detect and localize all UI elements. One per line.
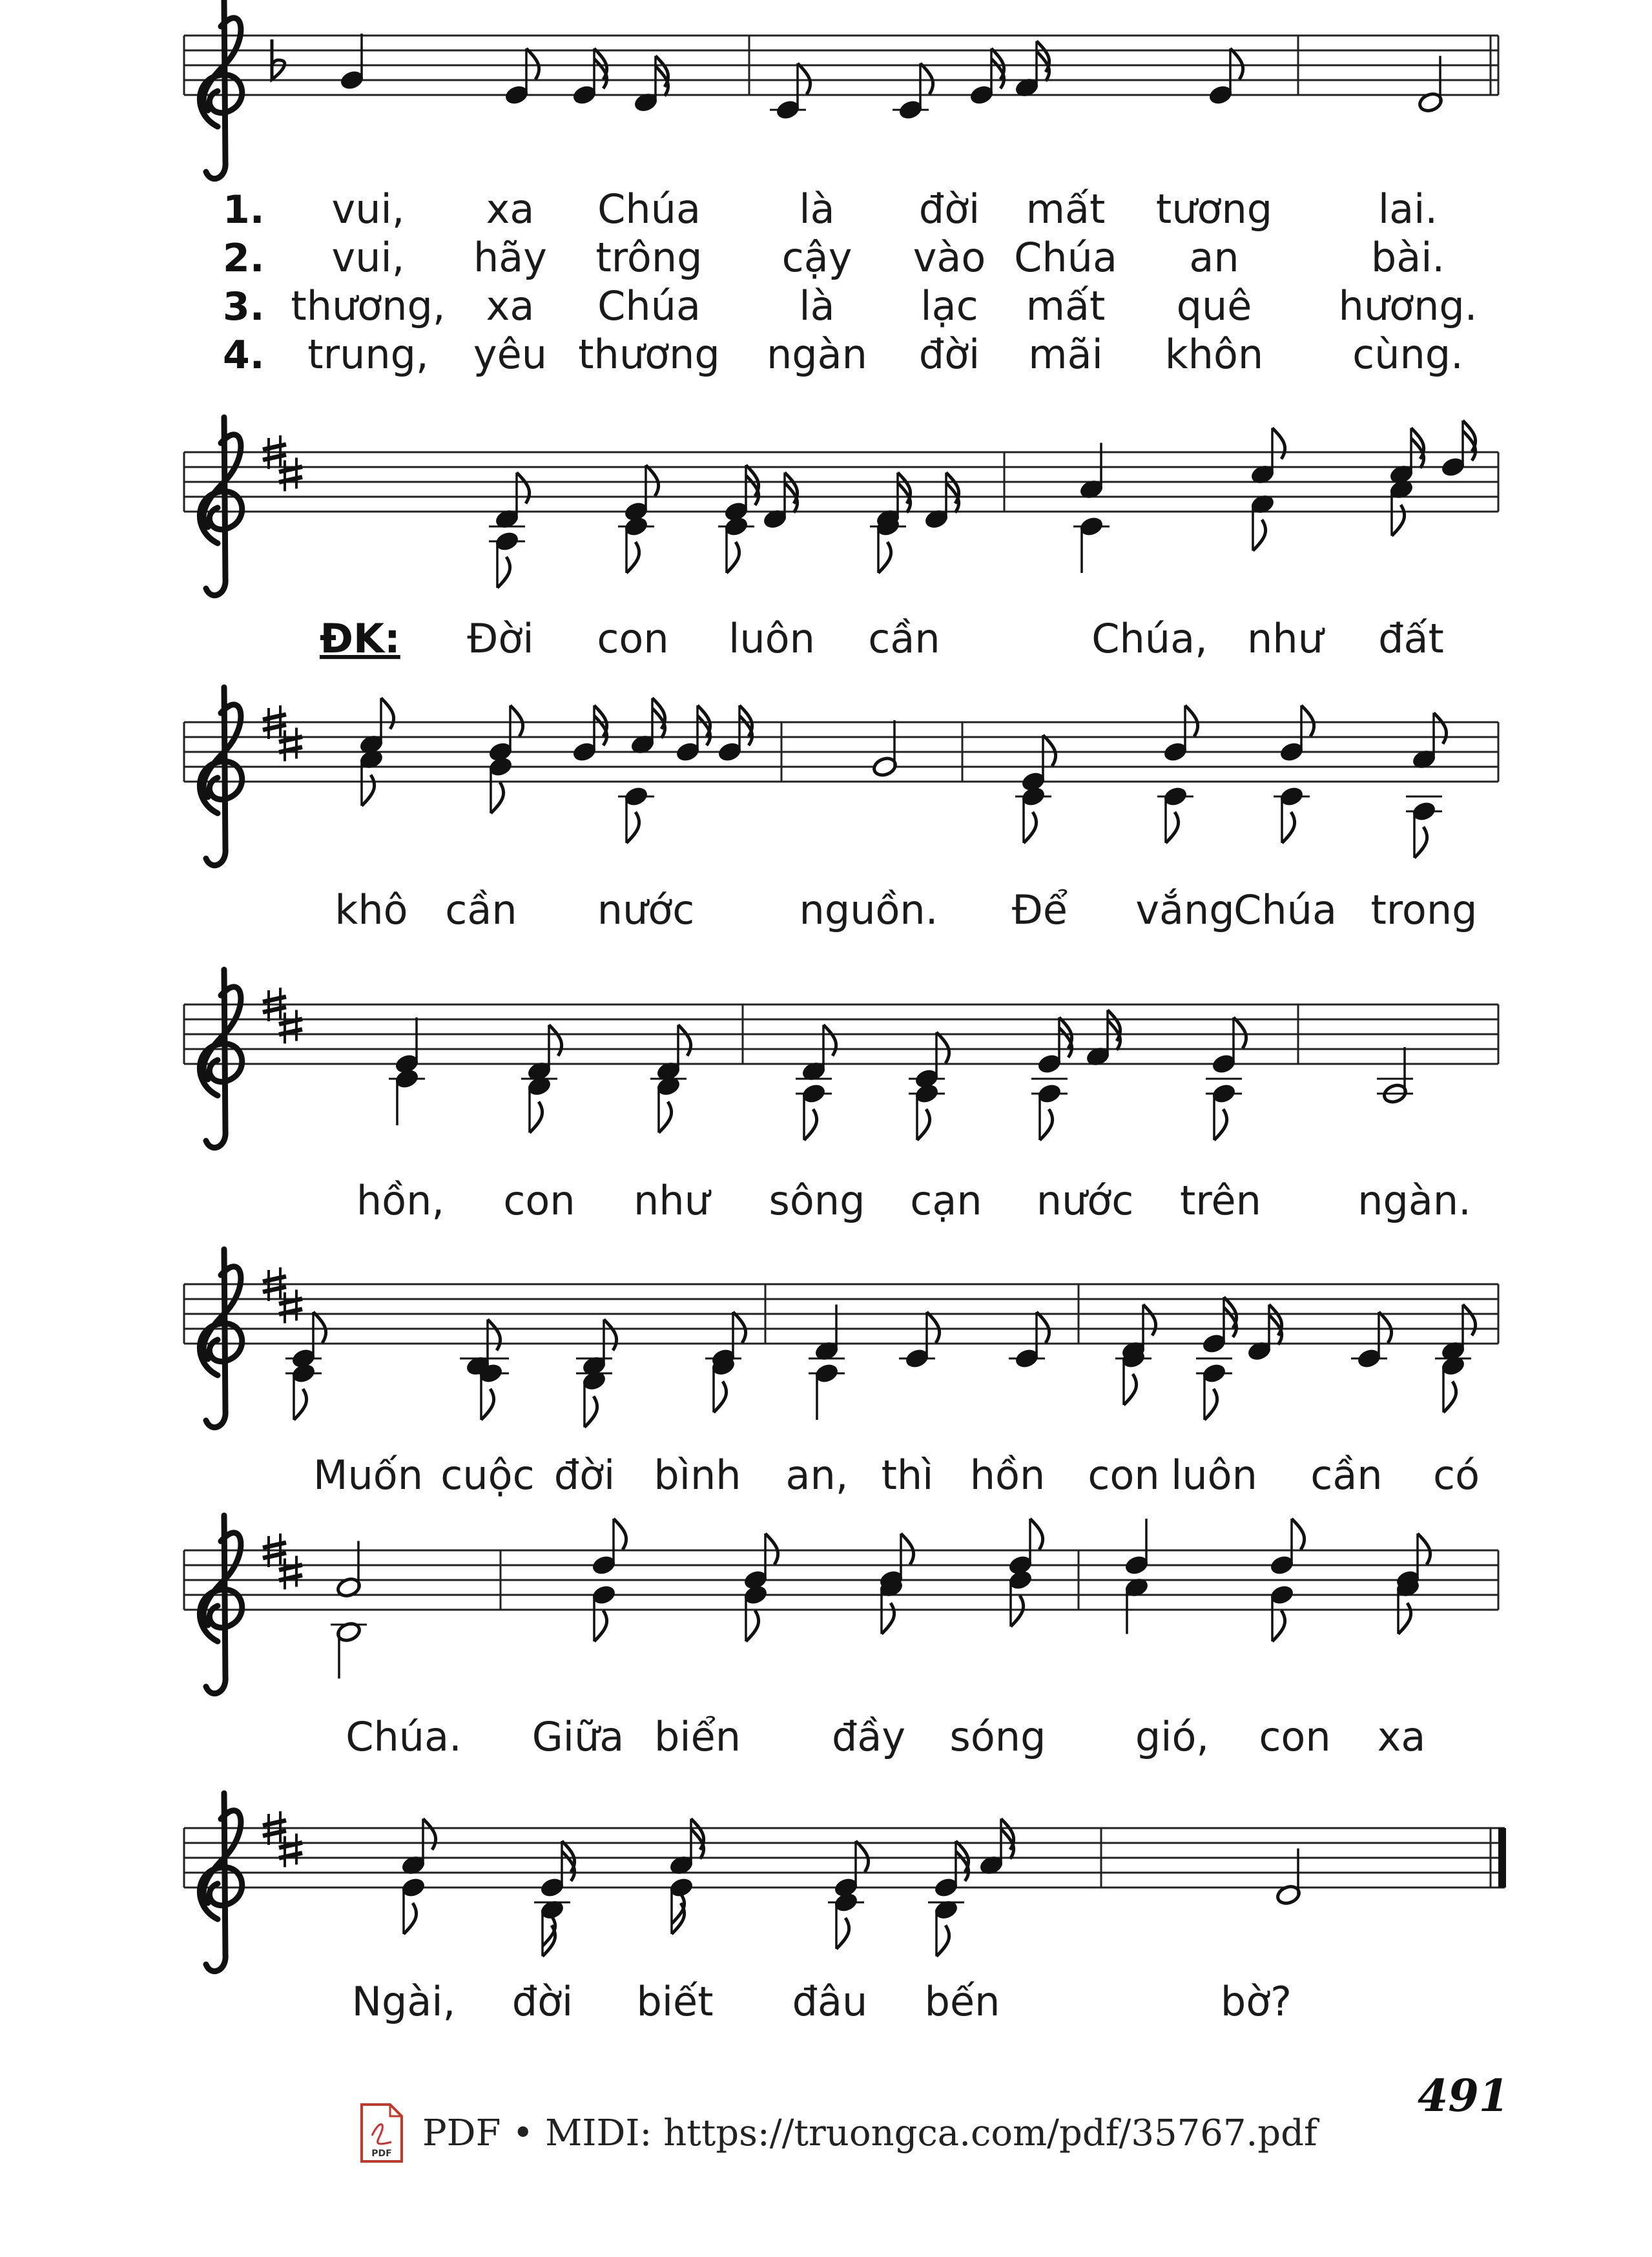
note-flag bbox=[526, 48, 539, 79]
final-barline bbox=[1498, 1828, 1506, 1888]
lyric-word: an, bbox=[785, 1451, 849, 1499]
staff-system-7 bbox=[184, 1793, 1506, 1971]
note-flag bbox=[362, 775, 375, 806]
lyric-word: đời bbox=[553, 1451, 615, 1499]
lyric-word: con bbox=[597, 615, 669, 662]
note-flag bbox=[746, 1610, 759, 1641]
note-flag bbox=[936, 1926, 949, 1957]
lyric-word: lai. bbox=[1378, 185, 1438, 233]
lyric-word: bến bbox=[924, 1978, 1000, 2025]
verse-number: 3. bbox=[223, 284, 265, 329]
lyric-word: hãy bbox=[473, 234, 547, 281]
treble-clef-icon bbox=[200, 970, 242, 1148]
note-flag bbox=[1434, 713, 1447, 744]
note-flag bbox=[927, 1312, 940, 1343]
lyric-word: yêu bbox=[473, 331, 548, 378]
sharp-sign-icon bbox=[279, 1010, 302, 1044]
note-flag bbox=[920, 63, 933, 94]
lyric-word: con bbox=[1259, 1713, 1331, 1760]
lyric-word: ngàn. bbox=[1358, 1177, 1471, 1224]
note-flag bbox=[1463, 1305, 1476, 1336]
verse-lyrics bbox=[223, 185, 1477, 378]
note-flag bbox=[1392, 505, 1405, 536]
lyric-word: khôn bbox=[1164, 331, 1264, 378]
treble-clef-icon bbox=[200, 1793, 242, 1971]
treble-clef-icon bbox=[200, 687, 242, 866]
note-flag bbox=[727, 542, 739, 573]
lyric-word: xa bbox=[486, 282, 535, 329]
lyric-word: Chúa bbox=[597, 185, 701, 233]
lyric-word: sông bbox=[769, 1177, 865, 1224]
note-flag bbox=[836, 1918, 849, 1949]
lyric-word: biển bbox=[654, 1713, 741, 1760]
lyric-word: mất bbox=[1026, 282, 1106, 329]
lyric-word: nước bbox=[597, 886, 695, 933]
staff-system-3 bbox=[184, 687, 1498, 866]
lyric-word: nước bbox=[1036, 1177, 1134, 1224]
note-flag bbox=[1301, 705, 1314, 736]
lyric-word: vắng bbox=[1135, 886, 1235, 933]
pdf-file-icon bbox=[359, 2102, 404, 2164]
lyric-word: đời bbox=[511, 1978, 573, 2025]
lyric-word: trên bbox=[1180, 1177, 1261, 1224]
lyric-word: bài. bbox=[1370, 234, 1445, 281]
lyric-word: cậy bbox=[781, 234, 852, 281]
lyric-word: thì bbox=[881, 1451, 934, 1499]
sharp-sign-icon bbox=[279, 1834, 302, 1867]
lyric-word: lạc bbox=[920, 282, 978, 329]
note-flag bbox=[765, 1534, 778, 1565]
lyric-word: đất bbox=[1378, 615, 1444, 662]
lyric-word: quê bbox=[1176, 282, 1252, 329]
lyric-word: gió, bbox=[1135, 1713, 1210, 1760]
note-flag bbox=[917, 1109, 930, 1140]
note-flag bbox=[1124, 1374, 1137, 1405]
staff-system-2 bbox=[184, 417, 1498, 596]
lyric-word: hương. bbox=[1338, 282, 1478, 329]
lyric-word: Chúa bbox=[1014, 234, 1117, 281]
lyric-word: đầy bbox=[831, 1713, 906, 1760]
note-flag bbox=[294, 1389, 307, 1420]
verse-number: 2. bbox=[223, 236, 265, 281]
staff-system-1 bbox=[184, 1, 1498, 179]
lyric-word: mất bbox=[1026, 185, 1106, 233]
note-flag bbox=[1230, 48, 1243, 79]
note-flag bbox=[497, 557, 510, 588]
note-flag bbox=[626, 812, 639, 843]
lyric-word: cuộc bbox=[440, 1451, 535, 1499]
lyric-word: cần bbox=[868, 615, 940, 662]
refrain-label: ĐK: bbox=[320, 615, 400, 662]
note-flag bbox=[423, 1819, 436, 1850]
note-flag bbox=[659, 1102, 672, 1133]
note-flag bbox=[733, 1312, 746, 1343]
note-flag bbox=[1040, 1109, 1053, 1140]
lyric-word: sóng bbox=[949, 1713, 1046, 1760]
lyric-word: vào bbox=[913, 234, 986, 281]
note-flag bbox=[1185, 705, 1198, 736]
treble-clef-icon bbox=[200, 1249, 242, 1428]
lyric-word: cần bbox=[1310, 1451, 1383, 1499]
lyric-word: Giữa bbox=[532, 1713, 625, 1760]
verse-number: 4. bbox=[223, 333, 265, 378]
lyric-word: Chúa bbox=[1234, 886, 1337, 933]
note-flag bbox=[510, 705, 523, 736]
lyric-word: cần bbox=[445, 886, 517, 933]
note-flag bbox=[646, 465, 659, 496]
note-flag bbox=[626, 542, 639, 573]
lyric-word: hồn, bbox=[356, 1177, 445, 1224]
note-flag bbox=[1272, 1610, 1285, 1641]
lyric-word: bờ? bbox=[1220, 1978, 1292, 2025]
note-flag bbox=[1414, 827, 1427, 858]
lyric-word: nguồn. bbox=[799, 886, 938, 933]
lyric-word: biết bbox=[636, 1978, 714, 2025]
note-flag bbox=[936, 1032, 949, 1063]
note-flag bbox=[488, 1320, 501, 1351]
lyric-word: đời bbox=[918, 331, 980, 378]
lyric-word: bình bbox=[654, 1451, 741, 1499]
footer-link[interactable] bbox=[359, 2101, 1317, 2165]
lyric-word: an bbox=[1189, 234, 1239, 281]
page-number: 491 bbox=[1418, 2070, 1509, 2122]
lyric-word: luôn bbox=[728, 615, 815, 662]
note-flag bbox=[804, 1109, 817, 1140]
lyric-word: mãi bbox=[1028, 331, 1103, 378]
lyric-word: như bbox=[1247, 615, 1323, 662]
note-flag bbox=[604, 1320, 617, 1351]
sharp-sign-icon bbox=[279, 728, 302, 762]
staff-system-5 bbox=[184, 1249, 1498, 1428]
treble-clef-icon bbox=[200, 417, 242, 596]
lyric-word: trong bbox=[1370, 886, 1478, 933]
note-flag bbox=[1234, 1017, 1246, 1048]
note-flag bbox=[1214, 1109, 1227, 1140]
lyric-word: thương, bbox=[291, 282, 446, 329]
lyric-word: con bbox=[503, 1177, 575, 1224]
lyric-word: khô bbox=[335, 886, 408, 933]
lyric-word: tương bbox=[1155, 185, 1273, 233]
lyric-word: đời bbox=[918, 185, 980, 233]
note-flag bbox=[901, 1534, 914, 1565]
lyric-word: xa bbox=[486, 185, 535, 233]
lyric-word: thương bbox=[578, 331, 720, 378]
lyric-word: ngàn bbox=[767, 331, 867, 378]
note-flag bbox=[594, 1610, 607, 1641]
footer-text[interactable]: PDF • MIDI: https://truongca.com/pdf/35767.pdf bbox=[422, 2112, 1317, 2154]
flat-sign-icon bbox=[272, 39, 285, 79]
lyric-word: đâu bbox=[792, 1978, 868, 2025]
lyric-word: Muốn bbox=[313, 1451, 424, 1499]
lyric-word: như bbox=[634, 1177, 710, 1224]
note-flag bbox=[1292, 1519, 1305, 1550]
lyric-word: trông bbox=[595, 234, 703, 281]
sharp-sign-icon bbox=[279, 458, 302, 492]
verse-number: 1. bbox=[223, 187, 265, 233]
lyric-word: Chúa bbox=[597, 282, 701, 329]
note-flag bbox=[313, 1312, 326, 1343]
note-flag bbox=[1024, 812, 1037, 843]
note-flag bbox=[584, 1397, 597, 1428]
note-flag bbox=[1030, 1519, 1043, 1550]
note-flag bbox=[1143, 1305, 1156, 1336]
note-flag bbox=[798, 63, 811, 94]
note-flag bbox=[481, 1389, 494, 1420]
lyric-word: Đời bbox=[467, 615, 534, 662]
note-flag bbox=[404, 1903, 417, 1934]
note-flag bbox=[517, 473, 530, 504]
note-flag bbox=[530, 1102, 542, 1133]
note-flag bbox=[1037, 1312, 1049, 1343]
lyric-word: luôn bbox=[1171, 1451, 1257, 1499]
note-flag bbox=[1418, 1534, 1430, 1565]
note-flag bbox=[1398, 1603, 1411, 1634]
note-flag bbox=[1282, 812, 1295, 843]
note-flag bbox=[878, 542, 891, 573]
note-flag bbox=[1443, 1382, 1456, 1413]
lyric-word: trung, bbox=[307, 331, 429, 378]
lyric-word: hồn bbox=[969, 1451, 1046, 1499]
lyric-word: vui, bbox=[331, 234, 405, 281]
lyric-word: cạn bbox=[910, 1177, 982, 1224]
lyric-word: là bbox=[799, 282, 835, 329]
note-flag bbox=[882, 1603, 894, 1634]
treble-clef-icon bbox=[200, 1515, 242, 1694]
lyric-word: Để bbox=[1011, 886, 1068, 933]
note-flag bbox=[714, 1382, 727, 1413]
note-flag bbox=[491, 782, 504, 813]
lyric-word: Chúa. bbox=[346, 1713, 462, 1760]
treble-clef-icon bbox=[200, 1, 242, 179]
svg-text:PDF: PDF bbox=[371, 2148, 392, 2159]
note-flag bbox=[1043, 735, 1056, 766]
lyric-word: vui, bbox=[331, 185, 405, 233]
staff-system-4 bbox=[184, 970, 1498, 1148]
lyric-word: cùng. bbox=[1352, 331, 1463, 378]
note-flag bbox=[614, 1519, 626, 1550]
note-flag bbox=[678, 1025, 691, 1056]
lyric-word: Ngài, bbox=[351, 1978, 456, 2025]
note-flag bbox=[1253, 520, 1266, 551]
note-flag bbox=[381, 698, 394, 729]
sharp-sign-icon bbox=[279, 1556, 302, 1590]
note-flag bbox=[823, 1025, 836, 1056]
note-flag bbox=[1204, 1389, 1217, 1420]
staff-system-6 bbox=[184, 1515, 1498, 1694]
note-flag bbox=[1166, 812, 1179, 843]
sharp-sign-icon bbox=[279, 1290, 302, 1324]
lyric-word: xa bbox=[1377, 1713, 1426, 1760]
lyric-word: con bbox=[1088, 1451, 1160, 1499]
lyric-word: là bbox=[799, 185, 835, 233]
note-flag bbox=[1011, 1596, 1024, 1627]
note-flag bbox=[1379, 1312, 1392, 1343]
lyric-word: có bbox=[1432, 1451, 1480, 1499]
note-flag bbox=[1272, 428, 1285, 459]
note-flag bbox=[549, 1025, 562, 1056]
note-flag bbox=[856, 1841, 869, 1872]
lyric-word: Chúa, bbox=[1091, 615, 1208, 662]
